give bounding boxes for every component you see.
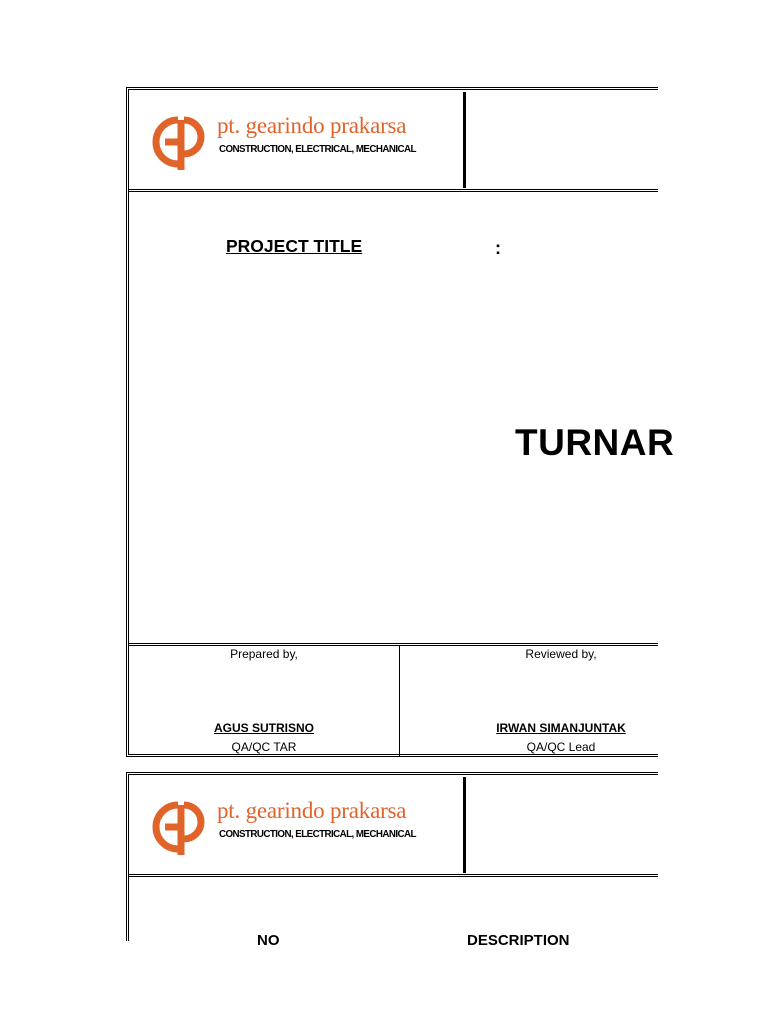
- project-title-label: PROJECT TITLE: [226, 236, 363, 256]
- header-logo-cell: [131, 92, 465, 188]
- index-page: [126, 772, 658, 949]
- signature-column-divider: [399, 645, 400, 757]
- project-title-colon: :: [495, 238, 501, 258]
- company-tagline: CONSTRUCTION, ELECTRICAL, MECHANICAL: [219, 828, 416, 840]
- company-name: pt. gearindo prakarsa: [217, 798, 407, 823]
- reviewed-by-name: IRWAN SIMANJUNTAK: [496, 721, 626, 735]
- header-right-cell: [465, 92, 665, 188]
- header-divider: [129, 189, 658, 192]
- prepared-by-caption: Prepared by,: [230, 647, 298, 661]
- gp-logo-icon: [151, 799, 213, 855]
- document-main-title: TURNAR: [515, 422, 675, 463]
- company-tagline: CONSTRUCTION, ELECTRICAL, MECHANICAL: [219, 143, 416, 155]
- prepared-by-role: QA/QC TAR: [231, 740, 297, 754]
- signature-divider: [129, 643, 658, 646]
- gp-logo-icon: [151, 114, 213, 170]
- column-header-no: NO: [257, 932, 280, 949]
- company-name: pt. gearindo prakarsa: [217, 113, 407, 138]
- cover-page: [126, 87, 675, 757]
- header-logo-cell: [131, 777, 465, 873]
- header-right-cell: [465, 777, 665, 873]
- prepared-by-name: AGUS SUTRISNO: [213, 721, 314, 735]
- header-divider: [129, 874, 658, 877]
- column-header-description: DESCRIPTION: [467, 932, 570, 949]
- reviewed-by-role: QA/QC Lead: [526, 740, 596, 754]
- reviewed-by-caption: Reviewed by,: [525, 647, 597, 661]
